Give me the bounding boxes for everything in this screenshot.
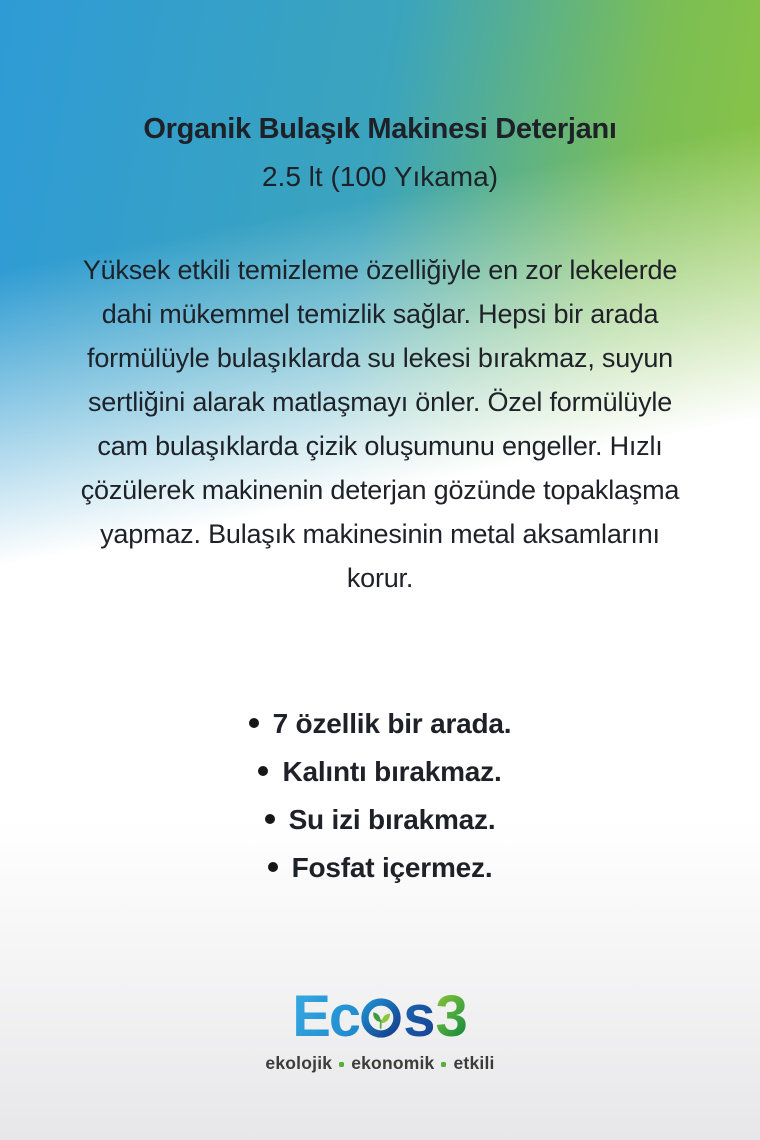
bullet-icon	[265, 814, 275, 824]
logo-digit-3: 3	[435, 984, 468, 1049]
product-title: Organik Bulaşık Makinesi Deterjanı	[143, 113, 617, 145]
tagline-word: ekolojik	[265, 1053, 333, 1073]
bullet-icon	[258, 766, 268, 776]
brand-footer	[0, 984, 760, 1074]
logo-letter-s: s	[403, 984, 434, 1049]
feature-item	[0, 844, 760, 892]
feature-text: 7 özellik bir arada.	[272, 708, 512, 739]
feature-text: Su izi bırakmaz.	[288, 804, 496, 835]
feature-text: Kalıntı bırakmaz.	[282, 756, 502, 787]
tagline-dot-icon	[441, 1062, 446, 1067]
tagline-word: etkili	[453, 1053, 495, 1073]
bullet-icon	[268, 862, 278, 872]
feature-item	[0, 700, 760, 748]
ecos3-logo	[292, 984, 468, 1049]
feature-item	[0, 748, 760, 796]
product-description: Yüksek etkili temizleme özelliğiyle en zor lekelerde dahi mükemmel temizlik sağlar. Hepsi bir arada formülüyle bulaşıklarda su lekesi bırakmaz, suyun sertliğini alarak matlaşmayı önler. Özel formülüyle cam bulaşıklarda çizik oluşumunu engeller. Hızlı çözülerek makinenin deterjan gözünde topaklaşma yapmaz. Bulaşık makinesinin metal aksamlarını korur.	[80, 255, 680, 593]
tagline-dot-icon	[339, 1062, 344, 1067]
title-block	[0, 110, 760, 194]
product-size: 2.5 lt (100 Yıkama)	[261, 161, 499, 192]
tagline-word: ekonomik	[351, 1053, 435, 1073]
feature-text: Fosfat içermez.	[291, 852, 493, 883]
logo-letters-ec: Ec	[292, 984, 360, 1049]
brand-tagline	[265, 1053, 494, 1074]
leaf-o-icon	[361, 998, 401, 1038]
feature-list	[0, 700, 760, 892]
feature-item	[0, 796, 760, 844]
bullet-icon	[249, 718, 259, 728]
